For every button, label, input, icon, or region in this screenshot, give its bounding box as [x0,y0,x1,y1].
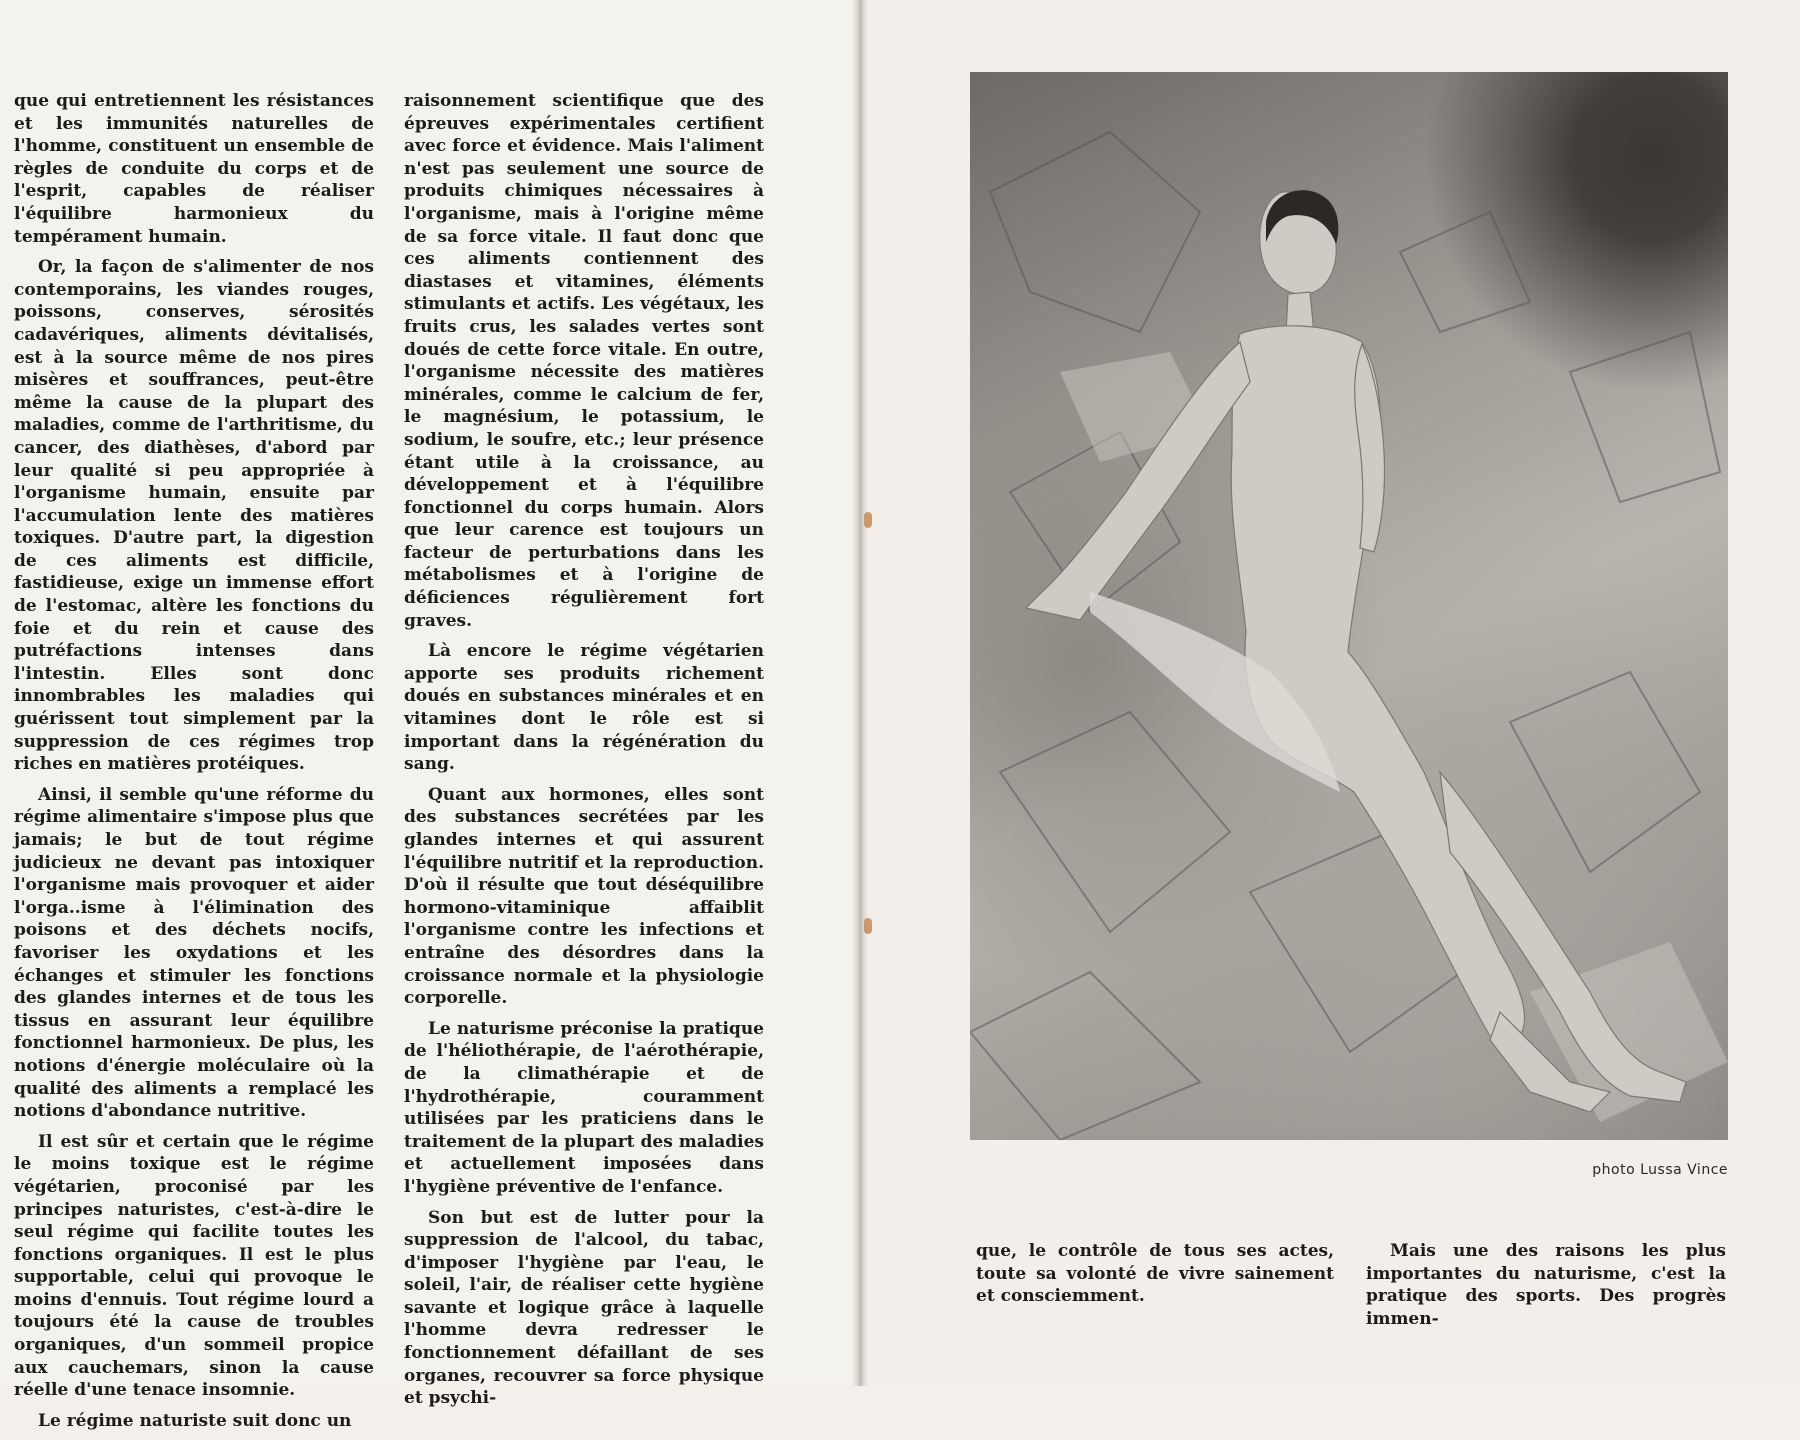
paragraph: que qui entretiennent les résistances et les immunités naturelles de l'homme, constituent un ensemble de règles de conduite du corps et de l'esprit, capables de réaliser l'équilibre harmonieux du tempérament humain. [14,91,374,247]
paragraph: Son but est de lutter pour la suppression de l'alcool, du tabac, d'imposer l'hygiène par l'eau, le soleil, l'air, de réaliser cette hygiène savante et logique grâce à laquelle l'homme devra redresser le fonctionnement défaillant de ses organes, recouvrer sa force physique et psychi- [404,1207,764,1409]
staple-mark [864,512,872,528]
book-gutter [852,0,868,1386]
paragraph: raisonnement scientifique que des épreuves expérimentales certifient avec force et évidence. Mais l'aliment n'est pas seulement une source de produits chimiques nécessaires à l'organisme, mais à l'origine même de sa force vitale. Il faut donc que ces aliments contiennent des diastases et vitamines, éléments stimulants et actifs. Les végétaux, les fruits crus, les salades vertes sont doués de cette force vitale. En outre, l'organisme nécessite des matières minérales, comme le calcium de fer, le magnésium, le potassium, le sodium, le soufre, etc.; leur présence étant utile à la croissance, au développement et à l'équilibre fonctionnel du corps humain. Alors que leur carence est toujours un facteur de perturbations dans les métabolismes et à l'origine de déficiences régulièrement fort graves. [404,91,764,631]
left-column [14,90,374,1440]
paragraph: Là encore le régime végétarien apporte ses produits richement doués en substances minérales et en vitamines dont le rôle est si important dans la régénération du sang. [404,641,764,775]
photo-caption: photo Lussa Vince [1592,1162,1728,1178]
rock-figure-illustration [970,72,1728,1140]
staple-mark [864,918,872,934]
paragraph: Le régime naturiste suit donc un [38,1410,352,1431]
paragraph: Ainsi, il semble qu'une réforme du régime alimentaire s'impose plus que jamais; le but de tout régime judicieux ne devant pas intoxiquer l'organisme mais provoquer et aider l'orga..isme à l'élimination des poisons et des déchets nocifs, favoriser les oxydations et les échanges et stimuler les fonctions des glandes internes et de tous les tissus en assurant leur équilibre fonctionnel harmonieux. De plus, les notions d'énergie moléculaire où la qualité des aliments a remplacé les notions d'abondance nutritive. [14,784,374,1122]
paragraph: Il est sûr et certain que le régime le moins toxique est le régime végétarien, proconisé par les principes naturistes, c'est-à-dire le seul régime qui facilite toutes les fonctions organiques. Il est le plus supportable, celui qui provoque le moins d'ennuis. Tout régime lourd a toujours été la cause de troubles organiques, d'un sommeil propice aux cauchemars, sinon la cause réelle d'une tenace insomnie. [14,1131,374,1401]
paragraph: Mais une des raisons les plus importantes du naturisme, c'est la pratique des sports. Des progrès immen- [1366,1241,1726,1329]
paragraph: Or, la façon de s'alimenter de nos contemporains, les viandes rouges, poissons, conserves, sérosités cadavériques, aliments dévitalisés, est à la source même de nos pires misères et souffrances, peut-être même la cause de la plupart des maladies, comme de l'arthritisme, du cancer, des diathèses, d'abord par leur qualité si peu appropriée à l'organisme humain, ensuite par l'accumulation lente des matières toxiques. D'autre part, la digestion de ces aliments est difficile, fastidieuse, exige un immense effort de l'estomac, altère les fonctions du foie et du rein et cause des putréfactions intenses dans l'intestin. Elles sont donc innombrables les maladies qui guérissent tout simplement par la suppression de ces régimes trop riches en matières protéiques. [14,257,374,775]
paragraph: que, le contrôle de tous ses actes, toute sa volonté de vivre sainement et consciemment. [976,1241,1334,1307]
paragraph: Le naturisme préconise la pratique de l'héliothérapie, de l'aérothérapie, de la climathérapie et de l'hydrothérapie, couramment utilisées par les praticiens dans le traitement de la plupart des maladies et actuellement imposées dans l'hygiène préventive de l'enfance. [404,1018,764,1197]
right-column-2 [1366,1240,1726,1338]
paragraph: Quant aux hormones, elles sont des substances secrétées par les glandes internes et qui assurent l'équilibre nutritif et la reproduction. D'où il résulte que tout déséquilibre hormono-vitaminique affaiblit l'organisme contre les infections et entraîne des désordres dans la croissance normale et la physiologie corporelle. [404,784,764,1009]
photograph [970,72,1728,1140]
middle-column [404,90,764,1418]
right-column-1 [976,1240,1334,1316]
